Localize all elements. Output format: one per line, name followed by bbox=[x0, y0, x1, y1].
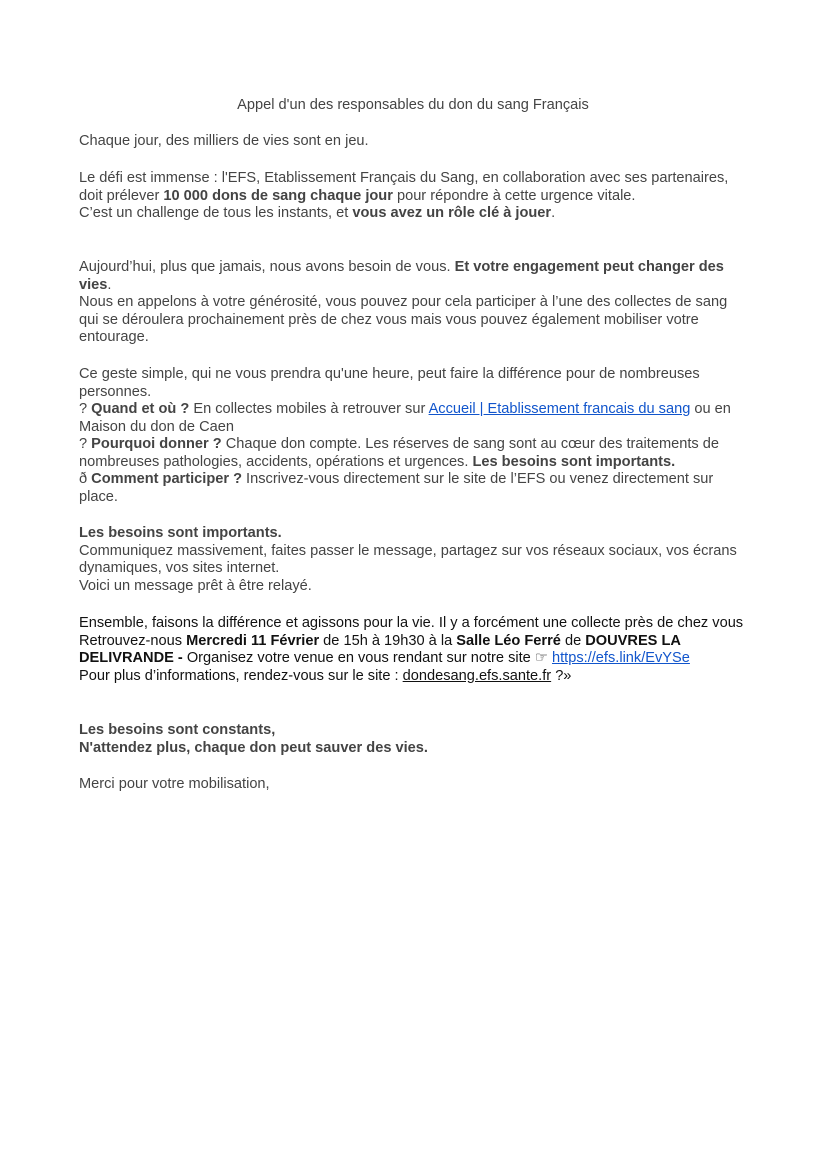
text-segment: pour répondre à cette urgence vitale. bbox=[392, 187, 636, 204]
paragraph-intro: Chaque jour, des milliers de vies sont en jeu. bbox=[79, 133, 369, 149]
text-segment: Retrouvez-nous bbox=[79, 632, 187, 649]
event-town: DOUVRES LA DELIVRANDE - bbox=[79, 632, 681, 666]
text-segment: Chaque don compte. Les réserves de sang sont au cœur des traitements de nombreuses pathologies, accidents, opérations et urgences. bbox=[79, 436, 719, 470]
text-segment: Voici un message prêt à être relayé. bbox=[79, 577, 312, 594]
paragraph-faq bbox=[79, 366, 744, 506]
faq-why-label: Pourquoi donner ? bbox=[91, 436, 222, 452]
text-segment: ?» bbox=[551, 667, 572, 684]
text-segment: En collectes mobiles à retrouver sur bbox=[189, 401, 429, 417]
text-segment: Le défi est immense : l'EFS, Etablissement Français du Sang, en collaboration avec ses partenaires, doit prélever bbox=[79, 170, 729, 204]
paragraph-thanks: Merci pour votre mobilisation, bbox=[79, 776, 270, 792]
faq-when-where-label: Quand et où ? bbox=[91, 401, 190, 417]
paragraph-message bbox=[79, 615, 744, 685]
paragraph-engagement bbox=[79, 259, 744, 347]
text-segment: Organisez votre venue en vous rendant sur notre site ☞ bbox=[182, 650, 552, 666]
bullet-mark: ? bbox=[79, 436, 92, 452]
text-segment: de bbox=[560, 632, 586, 649]
text-segment: Inscrivez-vous directement sur le site de l’EFS ou venez directement sur place. bbox=[79, 471, 714, 505]
closing-line-2: N'attendez plus, chaque don peut sauver des vies. bbox=[79, 739, 428, 756]
text-segment: Ce geste simple, qui ne vous prendra qu'une heure, peut faire la différence pour de nombreuses personnes. bbox=[79, 366, 700, 400]
event-venue: Salle Léo Ferré bbox=[456, 632, 561, 649]
faq-how-label: Comment participer ? bbox=[91, 471, 242, 487]
text-segment: . bbox=[107, 276, 112, 293]
paragraph-challenge bbox=[79, 170, 744, 223]
text-segment: Aujourd’hui, plus que jamais, nous avons besoin de vous. bbox=[79, 259, 455, 275]
bold-daily-donations: 10 000 dons de sang chaque jour bbox=[163, 187, 393, 204]
efs-home-link[interactable]: Accueil | Etablissement francais du sang bbox=[428, 401, 691, 417]
event-date: Mercredi 11 Février bbox=[186, 632, 320, 649]
dondesang-link[interactable]: dondesang.efs.sante.fr bbox=[402, 667, 552, 684]
text-segment: ou en Maison du don de Caen bbox=[79, 401, 731, 435]
share-heading: Les besoins sont importants. bbox=[79, 525, 282, 541]
closing-line-1: Les besoins sont constants, bbox=[79, 722, 276, 738]
text-segment: Pour plus d’informations, rendez-vous sur le site : bbox=[79, 667, 403, 684]
text-segment: Nous en appelons à votre générosité, vous pouvez pour cela participer à l’une des collectes de sang qui se déroulera prochainement près de chez vous mais vous pouvez également mobiliser votre entourage. bbox=[79, 294, 728, 345]
text-segment: . bbox=[551, 205, 556, 221]
paragraph-closing bbox=[79, 722, 744, 757]
text-segment: de 15h à 19h30 à la bbox=[319, 632, 457, 649]
text-segment: Ensemble, faisons la différence et agissons pour la vie. Il y a forcément une collecte près de chez vous bbox=[79, 615, 744, 631]
bold-engagement: Et votre engagement peut changer des vies bbox=[79, 259, 724, 293]
bullet-mark: ? bbox=[79, 401, 92, 417]
text-segment: C’est un challenge de tous les instants, et bbox=[79, 205, 353, 221]
document-title: Appel d'un des responsables du don du sang Français bbox=[237, 97, 589, 113]
paragraph-share bbox=[79, 525, 744, 595]
bold-needs-important: Les besoins sont importants. bbox=[472, 453, 676, 470]
bold-key-role: vous avez un rôle clé à jouer bbox=[352, 205, 552, 221]
efs-short-link[interactable]: https://efs.link/EvYSe bbox=[552, 650, 690, 666]
text-segment: Communiquez massivement, faites passer le message, partagez sur vos réseaux sociaux, vos écrans dynamiques, vos sites internet. bbox=[79, 542, 737, 576]
bullet-mark: ð bbox=[79, 471, 92, 487]
